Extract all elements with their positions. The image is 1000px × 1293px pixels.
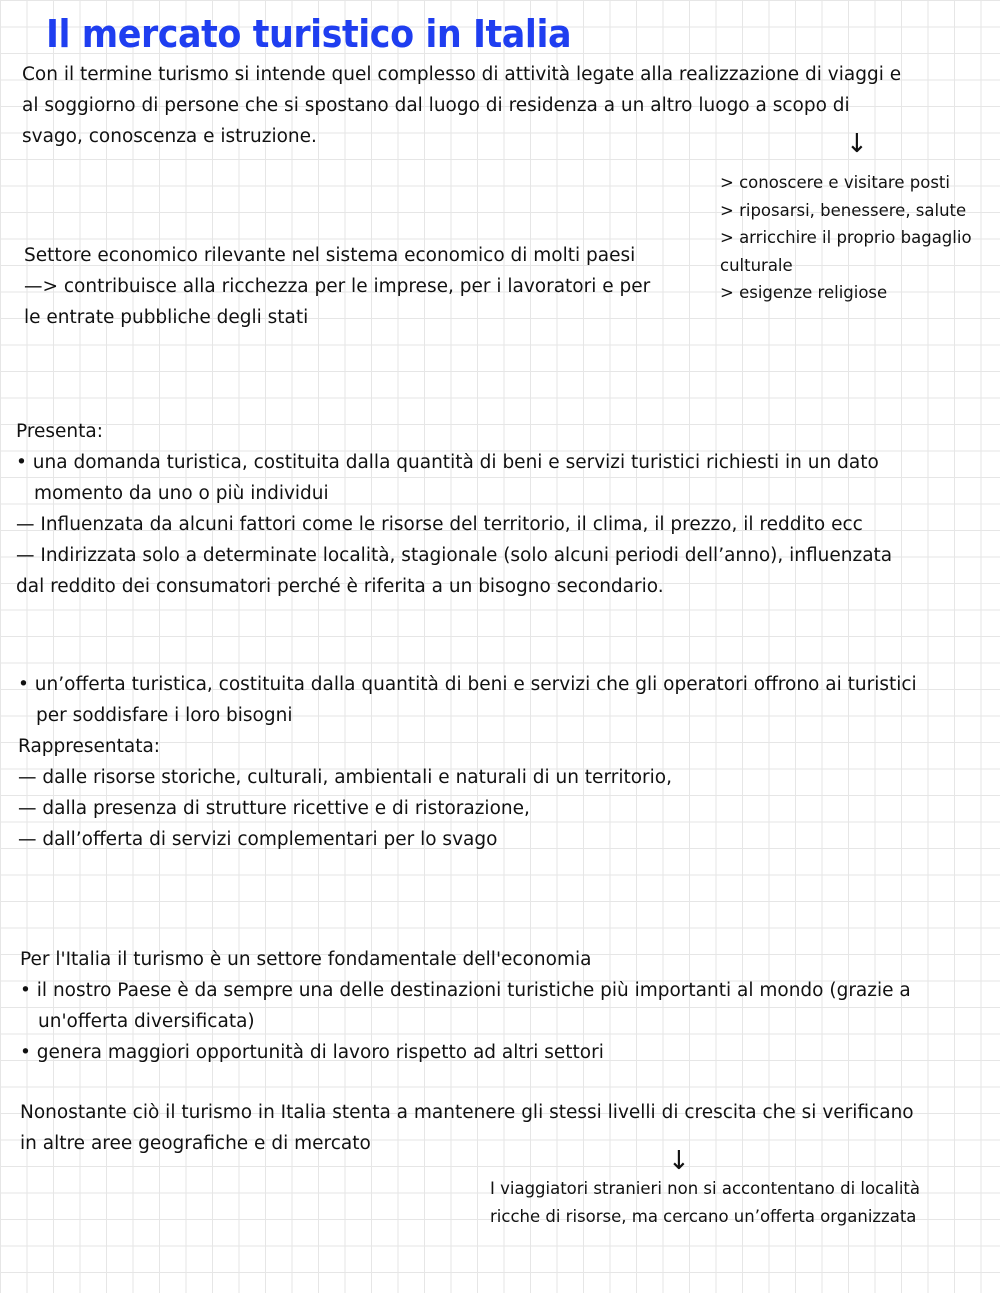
offer-item: — dall’offerta di servizi complementari per lo svago <box>18 829 498 850</box>
purpose-item: culturale <box>720 255 793 275</box>
offer-item: — dalle risorse storiche, culturali, ambientali e naturali di un territorio, <box>18 767 672 788</box>
foreigners-note <box>490 1175 920 1230</box>
growth-paragraph <box>20 1097 914 1159</box>
sector-line: —> contribuisce alla ricchezza per le imprese, per i lavoratori e per <box>24 276 651 297</box>
italy-bullet: • genera maggiori opportunità di lavoro rispetto ad altri settori <box>20 1042 604 1063</box>
sector-line: Settore economico rilevante nel sistema economico di molti paesi <box>24 245 636 266</box>
demand-heading: Presenta: <box>16 421 103 442</box>
intro-line: al soggiorno di persone che si spostano dal luogo di residenza a un altro luogo a scopo di <box>22 95 850 116</box>
demand-section <box>16 416 892 602</box>
purposes-list <box>720 169 972 307</box>
purpose-item: > arricchire il proprio bagaglio <box>720 228 972 247</box>
foreigners-line: I viaggiatori stranieri non si accontentano di località <box>490 1179 921 1198</box>
offer-bullet-continued: per soddisfare i loro bisogni <box>36 705 293 726</box>
demand-bullet-continued: momento da uno o più individui <box>34 483 329 504</box>
intro-line: Con il termine turismo si intende quel complesso di attività legate alla realizzazione di viaggi e <box>22 64 902 85</box>
purpose-item: > conoscere e visitare posti <box>720 173 950 192</box>
arrow-down-icon: ↓ <box>668 1146 690 1176</box>
intro-line: svago, conoscenza e istruzione. <box>22 126 317 147</box>
italy-heading: Per l'Italia il turismo è un settore fondamentale dell'economia <box>20 949 592 970</box>
growth-line: in altre aree geografiche e di mercato <box>20 1133 371 1154</box>
intro-paragraph <box>22 59 901 152</box>
purpose-item: > riposarsi, benessere, salute <box>720 200 967 220</box>
italy-bullet: • il nostro Paese è da sempre una delle destinazioni turistiche più importanti al mondo (grazie a <box>20 980 911 1001</box>
demand-dash-continued: dal reddito dei consumatori perché è riferita a un bisogno secondario. <box>16 576 664 597</box>
growth-line: Nonostante ciò il turismo in Italia stenta a mantenere gli stessi livelli di crescita che si verificano <box>20 1102 914 1123</box>
italy-section <box>20 944 911 1068</box>
page-title: Il mercato turistico in Italia <box>46 12 572 56</box>
offer-section <box>18 669 917 855</box>
offer-heading: Rappresentata: <box>18 736 161 757</box>
offer-bullet: • un’offerta turistica, costituita dalla quantità di beni e servizi che gli operatori offrono ai turistici <box>18 674 917 695</box>
arrow-down-icon: ↓ <box>846 129 868 159</box>
sector-paragraph <box>24 240 650 333</box>
foreigners-line: ricche di risorse, ma cercano un’offerta organizzata <box>490 1206 917 1226</box>
demand-dash-item: — Indirizzata solo a determinate località, stagionale (solo alcuni periodi dell’anno), influenzata <box>16 545 893 566</box>
demand-bullet: • una domanda turistica, costituita dalla quantità di beni e servizi turistici richiesti in un dato <box>16 452 879 473</box>
sector-line: le entrate pubbliche degli stati <box>24 307 309 328</box>
demand-dash-item: — Influenzata da alcuni fattori come le risorse del territorio, il clima, il prezzo, il reddito ecc <box>16 514 863 535</box>
purpose-item: > esigenze religiose <box>720 283 888 302</box>
italy-bullet-continued: un'offerta diversificata) <box>38 1011 255 1032</box>
offer-item: — dalla presenza di strutture ricettive e di ristorazione, <box>18 798 530 819</box>
